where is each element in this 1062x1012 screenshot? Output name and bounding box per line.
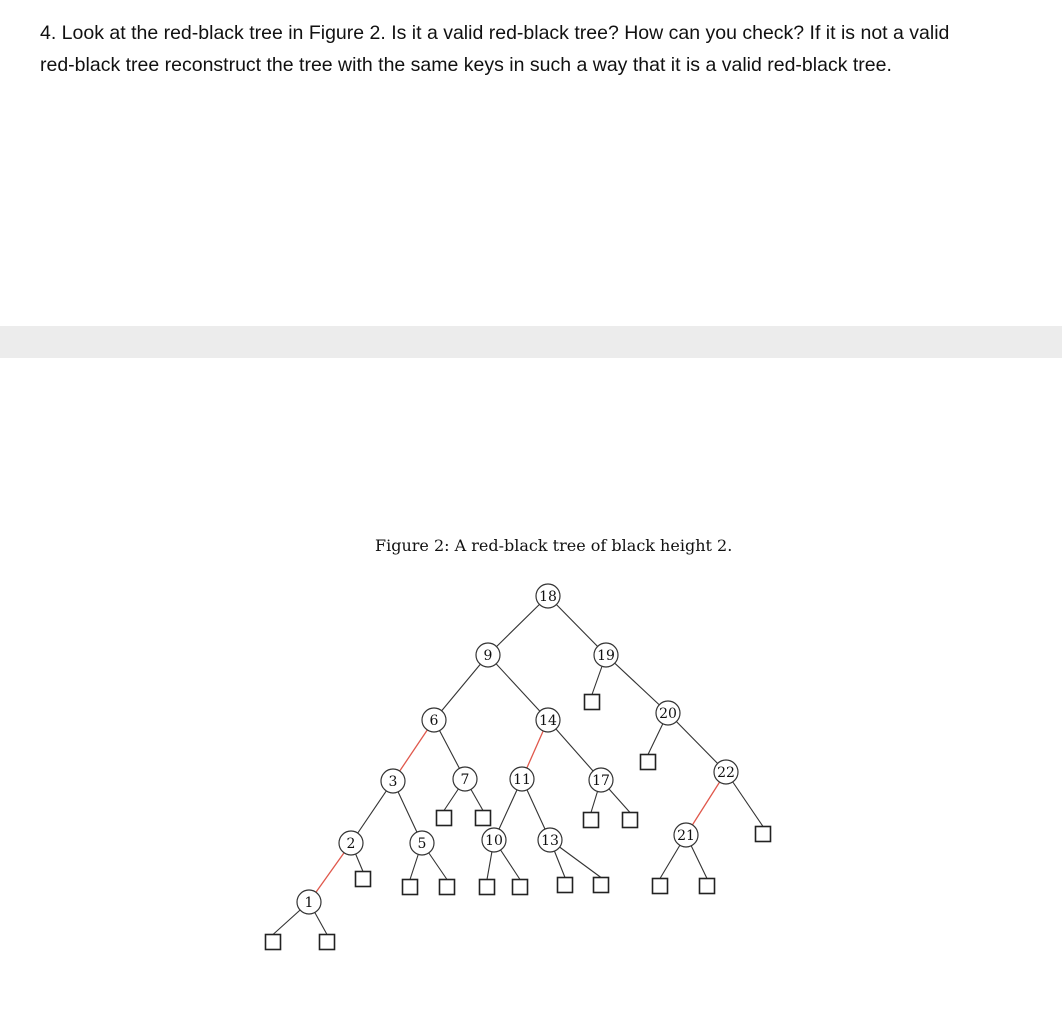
node-key-label: 21 (677, 828, 695, 844)
edge-9-6 (434, 655, 488, 720)
tree-node-19 (594, 643, 618, 667)
nil-leaf-square (476, 811, 491, 826)
nil-leaf-square (480, 880, 495, 895)
tree-node-2 (339, 831, 363, 855)
node-key-label: 9 (483, 648, 493, 664)
node-key-label: 1 (304, 895, 314, 911)
tree-node-18 (536, 584, 560, 608)
nil-leaf-square (403, 880, 418, 895)
node-key-label: 20 (659, 706, 677, 722)
tree-node-22 (714, 760, 738, 784)
tree-node-20 (656, 701, 680, 725)
nil-leaf-square (320, 935, 335, 950)
node-key-label: 6 (429, 713, 439, 729)
nil-leaf-square (700, 879, 715, 894)
nil-leaf-square (641, 755, 656, 770)
nil-leaf-square (594, 878, 609, 893)
tree-node-17 (589, 768, 613, 792)
tree-node-13 (538, 828, 562, 852)
tree-node-1 (297, 890, 321, 914)
edge-9-14 (488, 655, 548, 720)
nil-leaf-square (585, 695, 600, 710)
node-key-label: 11 (513, 772, 531, 788)
node-key-label: 7 (460, 772, 470, 788)
tree-node-5 (410, 831, 434, 855)
tree-node-3 (381, 769, 405, 793)
nil-leaf-square (653, 879, 668, 894)
nil-leaf-square (756, 827, 771, 842)
tree-node-14 (536, 708, 560, 732)
node-key-label: 3 (388, 774, 398, 790)
node-key-label: 18 (539, 589, 557, 605)
node-key-label: 13 (541, 833, 559, 849)
tree-node-10 (482, 828, 506, 852)
node-key-label: 10 (485, 833, 503, 849)
question-line-2: red-black tree reconstruct the tree with the same keys in such a way that it is a valid red-black tree. (40, 54, 892, 76)
edge-19-20 (606, 655, 668, 713)
node-key-label: 5 (417, 836, 427, 852)
nil-leaf-square (584, 813, 599, 828)
tree-node-9 (476, 643, 500, 667)
nil-leaf-square (356, 872, 371, 887)
node-key-label: 22 (717, 765, 735, 781)
nil-leaf-square (437, 811, 452, 826)
node-key-label: 17 (592, 773, 610, 789)
nil-leaf-square (513, 880, 528, 895)
tree-node-7 (453, 767, 477, 791)
nil-leaf-square (623, 813, 638, 828)
tree-node-6 (422, 708, 446, 732)
nil-leaf-square (266, 935, 281, 950)
node-key-label: 2 (346, 836, 356, 852)
figure-caption: Figure 2: A red-black tree of black height 2. (375, 536, 733, 555)
question-line-1: 4. Look at the red-black tree in Figure 2. Is it a valid red-black tree? How can you check? If it is not a valid (40, 22, 950, 44)
nil-leaf-square (440, 880, 455, 895)
nil-leaf-square (558, 878, 573, 893)
node-key-label: 19 (597, 648, 615, 664)
tree-node-11 (510, 767, 534, 791)
node-key-label: 14 (539, 713, 557, 729)
tree-node-21 (674, 823, 698, 847)
